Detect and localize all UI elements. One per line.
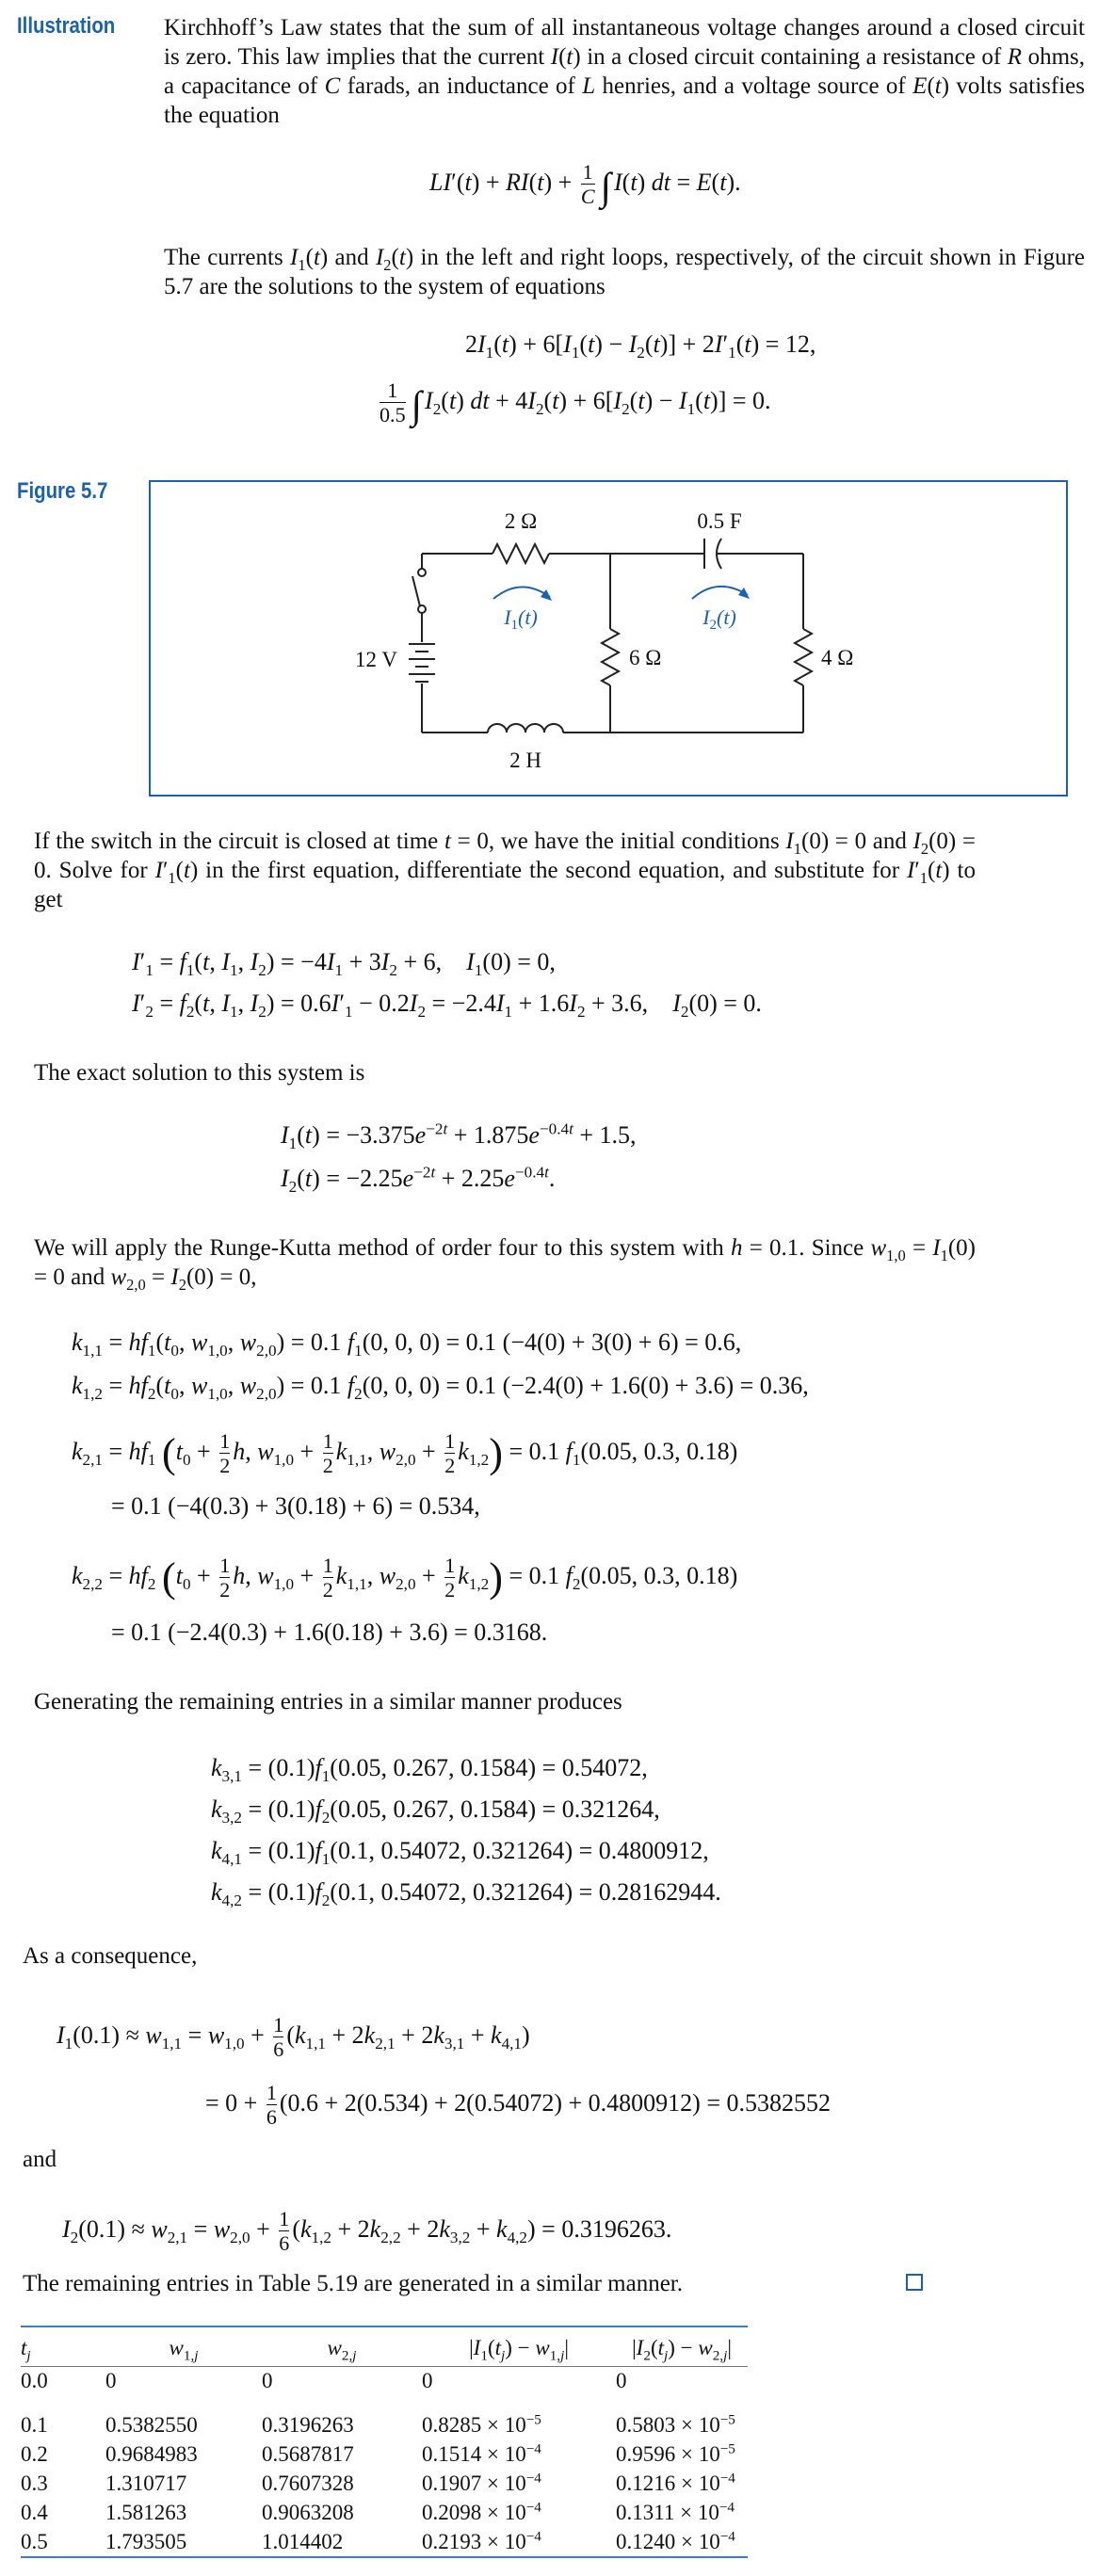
table-cell: 0.3 [21,2471,48,2495]
table-cell: $0.8285 \times 10^{-5}$ [422,2410,541,2437]
circuit-figure [149,480,1068,797]
switch-bottom-contact [418,605,426,613]
figure-label: Figure 5.7 [17,478,108,504]
i2-approximation: $I_2(0.1) \approx w_{2,1} = w_{2,0}$ + $\frac{1}{6}$ $(k_{1,2} + 2k_{2,2} + 2k_{3,2} + k_{4,2}) = 0.3196263$. [62,2207,672,2256]
remaining-text: The remaining entries in Table 5.19 are generated in a similar manner. [23,2271,684,2296]
kirchhoff-equation: LI′(t) + RI(t) + $\frac{1}{C}$ ∫ I(t) dt = E(t). [429,160,741,209]
k21-equation-line2: = 0.1 (−4(0.3) + 3(0.18) + 6) = 0.534, [111,1492,480,1520]
current-right-label: $I_2(t)$ [702,605,736,633]
k22-equation-line1: $k_{2,2} = hf_2$ ($t_0$ + $\frac{1}{2}$ h, $w_{1,0}$ + $\frac{1}{2}$ $k_{1,1}$, $w_{2,0}$ + $\frac{1}{2}$ $k_{1,2}) = 0.1$ $f_2(0.05$, 0.3, 0.18) [72,1554,738,1602]
table-cell: 0 [262,2369,273,2392]
circuit-diagram [151,482,1065,794]
k32-equation: $k_{3,2} = (0.1)f_2(0.05$, 0.267, 0.1584) = 0.321264, [211,1795,660,1827]
table-cell: 0 [105,2369,117,2392]
resistor-right-label: 4 Ω [821,646,854,669]
table-cell: 0.9063208 [262,2500,354,2524]
header-w1: $w_{1,j}$ [169,2335,199,2364]
k12-equation: $k_{1,2} = hf_2(t_0$, $w_{1,0}$, $w_{2,0}) = 0.1$ $f_2(0$, 0, 0) = 0.1 (−2.4(0) + 1.6(0) + 3.6) = 0.36, [72,1372,809,1404]
table-body [21,2367,748,2558]
switch-paragraph: If the switch in the circuit is closed at time t = 0, we have the initial conditions $I_1(0) = 0$ and $I_2(0) = 0$. Solve for $I'_1(t)$ in the first equation, differentiate the second equation, and substitute for $I'_1(t)$ to get [34,829,976,912]
table-cell: $0.5803 \times 10^{-5}$ [616,2410,735,2437]
inductor-label: 2 H [509,749,541,772]
and-text: and [23,2147,57,2172]
table-cell: 0.1 [21,2412,48,2437]
table-cell: $0.2098 \times 10^{-4}$ [422,2498,541,2524]
table-cell: 0.9684983 [105,2441,198,2466]
table-cell: $0.1216 \times 10^{-4}$ [616,2469,735,2495]
table-cell: 0.0 [21,2369,48,2392]
i1-approximation-line2: = 0 + $\frac{1}{6}$ (0.6 + 2(0.534) + 2(0.54072) + 0.4800912) = 0.5382552 [205,2081,831,2130]
table-row [21,2410,748,2439]
table-cell: $0.1240 \times 10^{-4}$ [616,2527,735,2553]
table-cell: 0.2 [21,2441,48,2466]
i1-approximation-line1: $I_1(0.1) \approx w_{1,1} = w_{1,0}$ + $\frac{1}{6}$ $(k_{1,1} + 2k_{2,1} + 2k_{3,1} + k_{4,1})$ [57,2013,530,2062]
k41-equation: $k_{4,1} = (0.1)f_1(0.1$, 0.54072, 0.321264) = 0.4800912, [211,1837,709,1869]
battery-label: 12 V [355,648,397,671]
table-cell: 1.581263 [105,2500,187,2524]
k21-equation-line1: $k_{2,1} = hf_1$ ($t_0$ + $\frac{1}{2}$ h, $w_{1,0}$ + $\frac{1}{2}$ $k_{1,1}$, $w_{2,0}$ + $\frac{1}{2}$ $k_{1,2}) = 0.1$ $f_1(0.05$, 0.3, 0.18) [72,1429,738,1478]
table-header-row [21,2326,748,2367]
table-cell: $0.1514 \times 10^{-4}$ [422,2439,541,2466]
k31-equation: $k_{3,1} = (0.1)f_1(0.05$, 0.267, 0.1584) = 0.54072, [211,1754,648,1786]
system-equation-1: $2I_1(t) + 6[I_1(t) - I_2(t)] + 2I'_1(t) = 12$, [465,330,816,362]
ode-equation-2: $I'_2 = f_2(t$, $I_1$, $I_2) = 0.6I'_1 - 0.2I_2 = -2.4I_1 + 1.6I_2 + 3.6$, $I_2(0) = 0$. [132,990,762,1022]
header-tj: $t_j$ [21,2335,31,2364]
table-row [21,2498,748,2527]
table-cell: 1.793505 [105,2529,187,2553]
table-cell: $0.1907 \times 10^{-4}$ [422,2469,541,2495]
ode-equation-1: $I'_1 = f_1(t$, $I_1$, $I_2) = -4I_1 + 3I_2 + 6$, $I_1(0) = 0$, [132,948,556,980]
exact-intro: The exact solution to this system is [34,1060,365,1086]
exact-equation-1: $I_1(t) = -3.375e^{-2t} + 1.875e^{-0.4t} + 1.5$, [281,1119,637,1153]
table-cell: $0.2193 \times 10^{-4}$ [422,2527,541,2553]
current-left-label: $I_1(t)$ [504,605,538,633]
table-cell: 0 [422,2369,433,2392]
table-cell: 1.310717 [105,2471,187,2495]
results-table [21,2326,748,2558]
k22-equation-line2: = 0.1 (−2.4(0.3) + 1.6(0.18) + 3.6) = 0.3168. [111,1618,548,1646]
k42-equation: $k_{4,2} = (0.1)f_2(0.1$, 0.54072, 0.321264) = 0.28162944. [211,1878,721,1910]
currents-paragraph: The currents $I_1(t)$ and $I_2(t)$ in the left and right loops, respectively, of the circuit shown in Figure 5.7 are the solutions to the system of equations [164,245,1085,299]
table-cell: 0 [616,2369,627,2392]
illustration-label: Illustration [17,13,116,39]
table-row [21,2469,748,2498]
intro-paragraph: Kirchhoff’s Law states that the sum of all instantaneous voltage changes around a closed circuit is zero. This law implies that the current I(t) in a closed circuit containing a resistance of R ohms, a capacitance of C farads, an inductance of L henries, and a voltage source of E(t) volts satisfies the equation [164,15,1085,128]
table-row [21,2367,748,2411]
results-table-wrapper [21,2326,748,2558]
consequence-text: As a consequence, [23,1943,198,1969]
table-cell: 0.3196263 [262,2412,354,2437]
k11-equation: $k_{1,1} = hf_1(t_0$, $w_{1,0}$, $w_{2,0}) = 0.1$ $f_1(0$, 0, 0) = 0.1 (−4(0) + 3(0) + 6) = 0.6, [72,1328,742,1360]
table-cell: 0.5687817 [262,2441,354,2466]
end-of-example-square-icon [906,2274,923,2291]
resistor-top-label: 2 Ω [504,509,538,533]
table-cell: $0.1311 \times 10^{-4}$ [616,2498,735,2524]
table-row [21,2439,748,2469]
runge-kutta-paragraph: We will apply the Runge-Kutta method of order four to this system with h = 0.1. Since $w_{1,0} = I_1(0) = 0$ and $w_{2,0} = I_2(0) = 0$, [34,1235,976,1294]
capacitor-label: 0.5 F [697,509,742,533]
header-error2: $|I_2(t_j) - w_{2,j}|$ [632,2335,732,2364]
table-cell: 0.5382550 [105,2412,198,2437]
system-equation-2: $\frac{1}{0.5}$ ∫ $I_2(t)$ dt + $4I_2(t) + 6[I_2(t) - I_1(t)] = 0$. [379,378,771,427]
table-cell: $0.9596 \times 10^{-5}$ [616,2439,735,2466]
table-cell: 0.4 [21,2500,48,2524]
resistor-middle-label: 6 Ω [629,646,662,669]
generating-text: Generating the remaining entries in a similar manner produces [34,1689,622,1715]
switch-top-contact [418,569,426,576]
header-error1: $|I_1(t_j) - w_{1,j}|$ [469,2335,569,2364]
header-w2: $w_{2,j}$ [327,2335,357,2364]
table-cell: 1.014402 [262,2529,344,2553]
table-cell: 0.7607328 [262,2471,354,2495]
exact-equation-2: $I_2(t) = -2.25e^{-2t} + 2.25e^{-0.4t}$. [281,1163,556,1197]
table-row [21,2527,748,2557]
table-cell: 0.5 [21,2529,48,2553]
